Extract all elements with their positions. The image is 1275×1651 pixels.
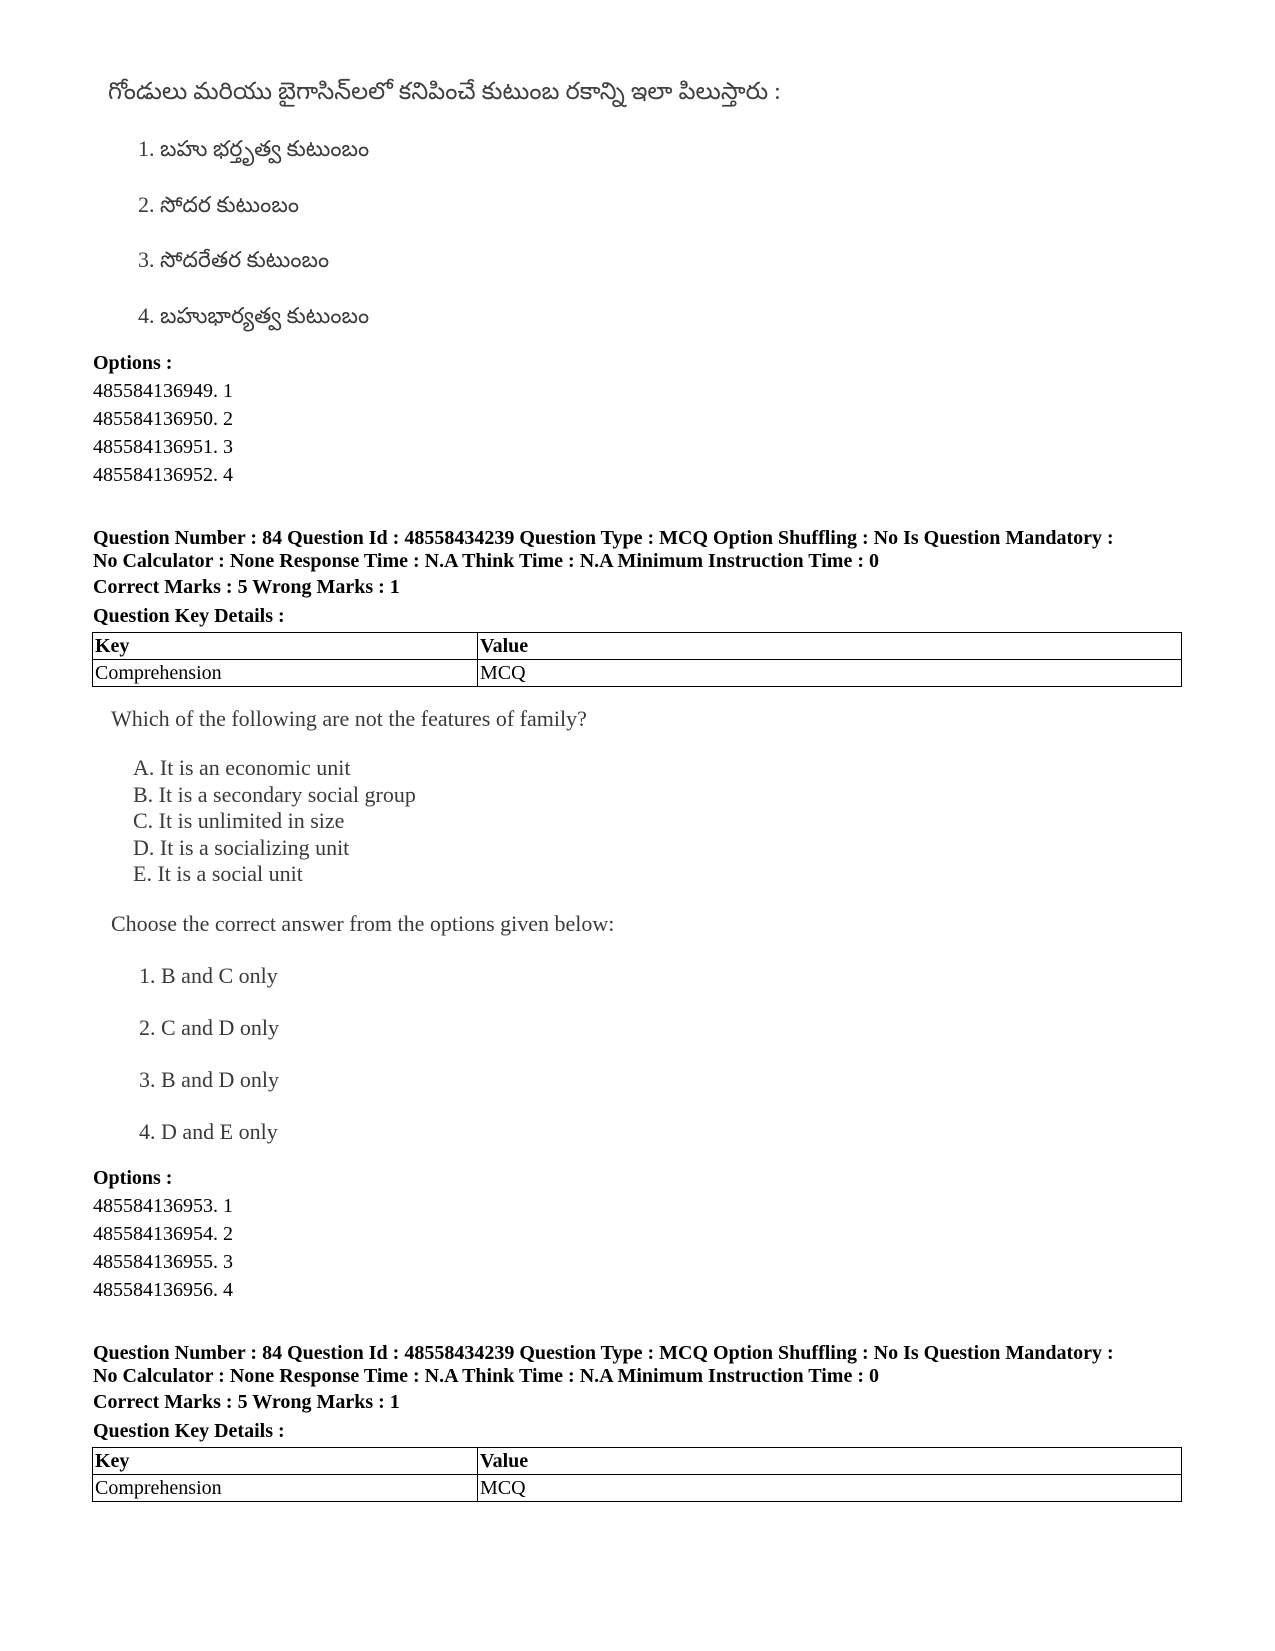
statement-b: B. It is a secondary social group — [133, 781, 416, 807]
statement-c: C. It is unlimited in size — [133, 808, 345, 833]
english-choice-3: 3. B and D only — [139, 1067, 279, 1092]
key-details-table-2 — [92, 1447, 1182, 1502]
table-cell-key: Comprehension — [93, 660, 478, 687]
table-header-key: Key — [93, 1448, 478, 1475]
options-label-2: Options : — [93, 1167, 173, 1189]
option-item: 485584136956. 4 — [93, 1279, 233, 1301]
question-meta-1 — [93, 527, 1243, 573]
english-statements — [133, 755, 416, 888]
english-instruction: Choose the correct answer from the options given below: — [111, 911, 615, 936]
option-item: 485584136952. 4 — [93, 464, 233, 486]
table-header-row — [93, 1448, 1182, 1475]
table-row — [93, 1475, 1182, 1502]
option-item: 485584136954. 2 — [93, 1223, 233, 1245]
telugu-choice-3: 3. సోదరేతర కుటుంబం — [138, 247, 330, 272]
marks-line-2: Correct Marks : 5 Wrong Marks : 1 — [93, 1391, 400, 1413]
table-cell-value: MCQ — [478, 660, 1182, 687]
question-meta-line1: Question Number : 84 Question Id : 48558434239 Question Type : MCQ Option Shuffling : No Is Question Mandatory : — [93, 1342, 1114, 1364]
english-choice-2: 2. C and D only — [139, 1015, 279, 1040]
english-choice-4: 4. D and E only — [139, 1119, 278, 1144]
statement-a: A. It is an economic unit — [133, 755, 351, 780]
key-details-table-1 — [92, 632, 1182, 687]
table-header-key: Key — [93, 633, 478, 660]
question-meta-2 — [93, 1342, 1243, 1388]
english-choice-1: 1. B and C only — [139, 963, 278, 988]
statement-d: D. It is a socializing unit — [133, 834, 350, 860]
option-item: 485584136950. 2 — [93, 408, 233, 430]
telugu-choice-4: 4. బహుభార్యత్వ కుటుంబం — [138, 303, 370, 328]
option-item: 485584136949. 1 — [93, 380, 233, 402]
question-meta-line1: Question Number : 84 Question Id : 48558434239 Question Type : MCQ Option Shuffling : No Is Question Mandatory : — [93, 527, 1114, 549]
option-item: 485584136955. 3 — [93, 1251, 233, 1273]
option-item: 485584136951. 3 — [93, 436, 233, 458]
telugu-choice-1: 1. బహు భర్తృత్వ కుటుంబం — [138, 136, 370, 161]
options-label-1: Options : — [93, 352, 173, 374]
table-header-row — [93, 633, 1182, 660]
table-header-value: Value — [478, 1448, 1182, 1475]
option-item: 485584136953. 1 — [93, 1195, 233, 1217]
table-header-value: Value — [478, 633, 1182, 660]
telugu-choice-2: 2. సోదర కుటుంబం — [138, 192, 299, 217]
question-meta-line2: No Calculator : None Response Time : N.A Think Time : N.A Minimum Instruction Time : 0 — [93, 1365, 879, 1387]
question-meta-line2: No Calculator : None Response Time : N.A Think Time : N.A Minimum Instruction Time : 0 — [93, 550, 879, 572]
marks-line-1: Correct Marks : 5 Wrong Marks : 1 — [93, 576, 400, 598]
table-cell-key: Comprehension — [93, 1475, 478, 1502]
key-details-label-1: Question Key Details : — [93, 605, 285, 627]
english-question-stem: Which of the following are not the features of family? — [111, 706, 587, 731]
table-row — [93, 660, 1182, 687]
key-details-label-2: Question Key Details : — [93, 1420, 285, 1442]
table-cell-value: MCQ — [478, 1475, 1182, 1502]
telugu-question-stem: గోండులు మరియు బైగాసిన్‌లలో కనిపించే కుటుంబ రకాన్ని ఇలా పిలుస్తారు : — [108, 79, 781, 105]
statement-e: E. It is a social unit — [133, 861, 303, 886]
options-list-1 — [93, 377, 233, 489]
options-list-2 — [93, 1192, 233, 1304]
